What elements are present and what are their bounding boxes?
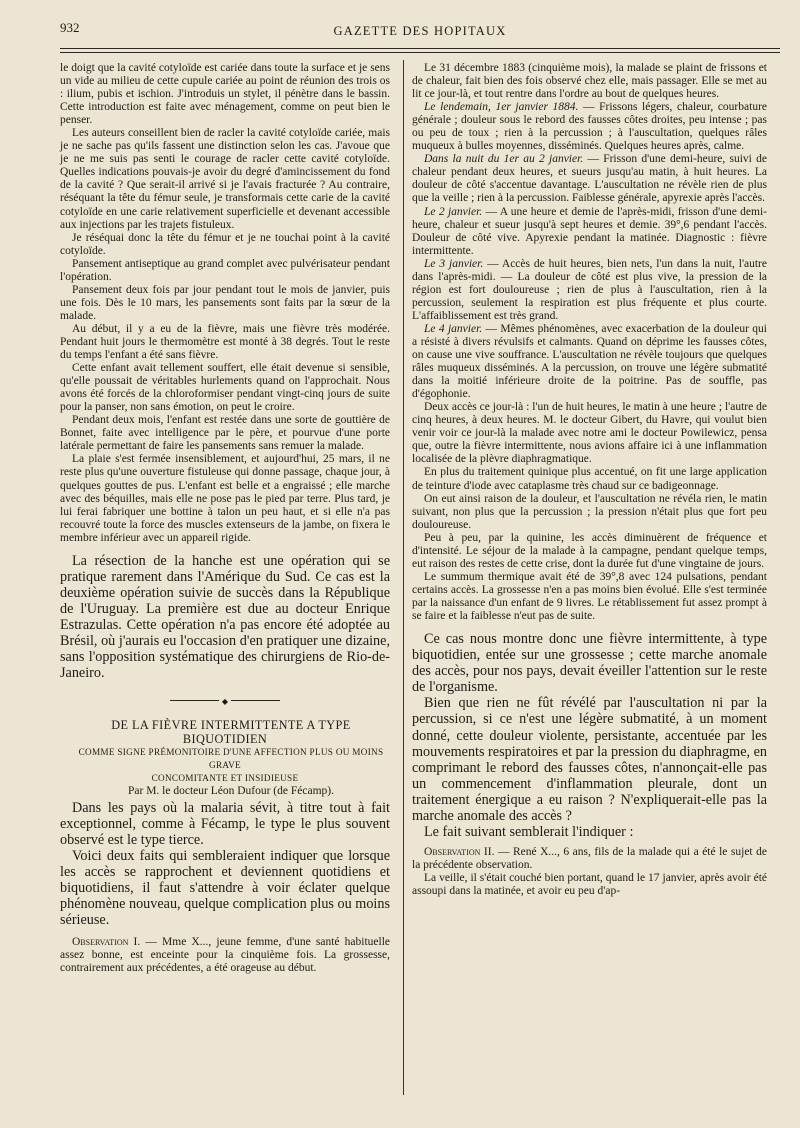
paragraph: le doigt que la cavité cotyloïde est cariée dans toute la surface et je sens un vide au milieu de cette cupule cariée au point de réunion des trois os : ilium, pubis et ischion. J'introduis un stylet, il pénètre dans le bassin. Cette introduction est faite avec ménagement, comme on peut bien le penser. (60, 62, 390, 127)
running-head: GAZETTE DES HOPITAUX (333, 24, 507, 38)
date-lead: Le 4 janvier. (424, 322, 483, 335)
conclusion-paragraph: La résection de la hanche est une opération qui se pratique rarement dans l'Amérique du Sud. Ce cas est la deuxième opération suivie de succès dans la République de l'Uruguay. La première est due au docteur Enrique Estrazulas. Cette opération n'a pas encore été adoptée au Brésil, où j'aurais eu l'occasion d'en pratiquer une dizaine, sans l'opposition systématique des chirurgiens de Rio-de-Janeiro. (60, 552, 390, 682)
paragraph: La veille, il s'était couché bien portant, quand le 17 janvier, après avoir été assoupi dans la matinée, et avoir eu peu d'ap- (412, 872, 767, 898)
header-rule-bottom (60, 52, 780, 53)
header-rule-top (60, 48, 780, 49)
paragraph: La plaie s'est fermée insensiblement, et aujourd'hui, 25 mars, il ne reste plus qu'une ouverture fistuleuse qui donne passage, chaque jour, à quelques gouttes de pus. L'enfant est belle et a engraissé ; elle marche avec des béquilles, mais elle ne pose pas le pied par terre. Plus tard, je lui ferai fabriquer une bottine à talon un peu haut, et si elle n'a pas recouvré toute la force des muscles extenseurs de la jambe, on fixera le membre inférieur avec un appareil rigide. (60, 453, 390, 544)
paragraph: Deux accès ce jour-là : l'un de huit heures, le matin à une heure ; l'autre de cinq heures, à deux heures. M. le docteur Gibert, du Havre, qui voulut bien venir voir ce jour-là la malade avec notre ami le docteur Powilewicz, pensa que, outre la fièvre intermittente, nous avions affaire ici à une inflammation localisée de la plèvre diaphragmatique. (412, 401, 767, 466)
paragraph: Dans la nuit du 1er au 2 janvier. — Frisson d'une demi-heure, suivi de chaleur pendant deux heures, et sueurs jusqu'au matin, à huit heures. La douleur de côté s'accentue davantage. L'auscultation ne révèle rien de plus que la veille ; rien à la percussion. Faiblesse générale, apyrexie après l'accès. (412, 153, 767, 205)
article-subtitle (60, 746, 390, 785)
paragraph: En plus du traitement quinique plus accentué, on fit une large application de teinture d'iode avec cataplasme très chaud sur ce badigeonnage. (412, 466, 767, 492)
section-ornament (60, 695, 390, 705)
observation-1 (60, 936, 390, 975)
discussion-paragraph: Le fait suivant semblerait l'indiquer : (424, 824, 634, 841)
paragraph: Le 4 janvier. — Mêmes phénomènes, avec exacerbation de la douleur qui a résisté à divers révulsifs et calmants. Quand on déprime les fausses côtes, on cause une vive souffrance. L'auscultation ne révèle toujours que quelques râles muqueux disséminés. A la percussion, on trouve une légère submatité dans la moitié inférieure droite de la poitrine. Pas de souffle, pas d'égophonie. (412, 322, 767, 401)
article-author: Par M. le docteur Léon Dufour (de Fécamp). (128, 784, 334, 797)
paragraph: Pansement antiseptique au grand complet avec pulvérisateur pendant l'opération. (60, 257, 390, 283)
article-title: DE LA FIÈVRE INTERMITTENTE A TYPE BIQUOTIDIEN (111, 718, 351, 746)
paragraph: Dans les pays où la malaria sévit, à titre tout à fait exceptionnel, comme à Fécamp, le type le plus souvent observé est le type tierce. (60, 799, 390, 848)
discussion-paragraph: Bien que rien ne fût révélé par l'auscultation ni par la percussion, si ce n'est une légère submatité, à un moment donné, cette douleur violente, persistante, accentuée par les mouvements respiratoires et par la pression du diaphragme, en comprimant le rebord des fausses côtes, n'annonçait-elle pas un commencement d'inflammation pleurale, dont un traitement énergique a eu raison ? N'expliquerait-elle pas la marche anomale des accès ? (412, 695, 767, 825)
paragraph: Voici deux faits qui sembleraient indiquer que lorsque les accès se rapprochent et deviennent quotidiens et biquotidiens, il faut s'attendre à voir éclater quelque phénomène nouveau, quelque complication plus ou moins sérieuse. (60, 847, 390, 929)
paragraph: On eut ainsi raison de la douleur, et l'auscultation ne révéla rien, le matin suivant, non plus que la percussion ; la pression n'était plus que fort peu douloureuse. (412, 492, 767, 531)
date-lead: Le lendemain, 1er janvier 1884. (424, 101, 579, 114)
page-number: 932 (60, 20, 80, 35)
paragraph: Pansement deux fois par jour pendant tout le mois de janvier, puis une fois. Dès le 10 mars, les pansements sont faits par la sœur de la malade. (60, 283, 390, 322)
paragraph: Le 3 janvier. — Accès de huit heures, bien nets, l'un dans la nuit, l'autre dans l'après-midi. — La douleur de côté est plus vive, la pression de la région est fort douloureuse ; rien de plus à l'auscultation, rien à la percussion, seulement la respiration est plus fréquente et plus courte. L'affaiblissement est très grand. (412, 257, 767, 322)
paragraph: Le 2 janvier. — A une heure et demie de l'après-midi, frisson d'une demi-heure, chaleur et sueur jusqu'à sept heures et demie. 39°,6 pendant l'accès. Douleur de côté vive. Apyrexie pendant la matinée. Diagnostic : fièvre intermittente. (412, 205, 767, 257)
paragraph: Cette enfant avait tellement souffert, elle était devenue si sensible, qu'elle poussait de véritables hurlements quand on l'approchait. Nous avons été forcés de la chloroformiser pendant vingt-cinq jours de suite pour la panser, non sans émotion, on peut le croire. (60, 362, 390, 414)
observation-label: Observation II. (424, 846, 495, 859)
paragraph: Le 31 décembre 1883 (cinquième mois), la malade se plaint de frissons et de chaleur, fait bien des fois observé chez elle, mais passager. Elle se met au lit ce jour-là, et tout rentre dans l'ordre au bout de quelques heures. (412, 62, 767, 101)
left-column (60, 62, 390, 976)
page-header (60, 18, 780, 44)
date-lead: Le 3 janvier. (424, 257, 484, 270)
paragraph: Au début, il y a eu de la fièvre, mais une fièvre très modérée. Pendant huit jours le thermomètre est monté à 38 degrés. Tout le reste du temps l'enfant a été sans fièvre. (60, 322, 390, 362)
paragraph: Je réséquai donc la tête du fémur et je ne touchai point à la cavité cotyloïde. (60, 231, 390, 257)
right-column (412, 62, 767, 898)
observation-2 (412, 846, 767, 872)
paragraph: Le lendemain, 1er janvier 1884. — Frissons légers, chaleur, courbature générale ; douleur sous le rebord des fausses côtes droites, peu intense ; pas ou peu de toux ; rien à la percussion ; à l'auscultation, quelques râles muqueux à bulles moyennes, disséminés. Quelques heures après, calme. (412, 101, 767, 153)
column-divider (403, 60, 404, 1095)
date-lead: Le 2 janvier. (424, 205, 483, 218)
discussion-paragraph: Ce cas nous montre donc une fièvre intermittente, à type biquotidien, entée sur une grossesse ; cette marche anomale des accès, pour nos pays, devait éveiller l'attention sur le reste de l'organisme. (412, 631, 767, 696)
observation-text: — Mme X..., jeune femme, d'une santé habituelle assez bonne, est enceinte pour la cinquième fois. La grossesse, contrairement aux précédentes, a été orageuse au début. (60, 936, 391, 975)
paragraph: Pendant deux mois, l'enfant est restée dans une sorte de gouttière de Bonnet, faite avec intelligence par le père, et pourvue d'une porte latérale permettant de faire les pansements sans remuer la malade. (60, 414, 390, 453)
ornament-diamond: ◆ (219, 697, 231, 706)
article-subtitle-line-2: CONCOMITANTE ET INSIDIEUSE (151, 772, 299, 783)
paragraph: Peu à peu, par la quinine, les accès diminuèrent de fréquence et d'intensité. Le séjour de la malade à la campagne, pendant quelque temps, eut raison des restes de cette crise, dont la durée fut d'une vingtaine de jours. (412, 531, 767, 570)
paragraph: Le summum thermique avait été de 39°,8 avec 124 pulsations, pendant certains accès. La grossesse n'en a pas moins bien évolué. Elle s'est terminée par la naissance d'un enfant de 9 livres. Le rétablissement fut assez prompt à se faire et la faiblesse n'eut pas de suite. (412, 570, 767, 622)
article-subtitle-line-1: COMME SIGNE PRÉMONITOIRE D'UNE AFFECTION PLUS OU MOINS GRAVE (78, 746, 384, 770)
observation-text: — René X..., 6 ans, fils de la malade qui a été le sujet de la précédente observation. (412, 846, 767, 872)
date-lead: Dans la nuit du 1er au 2 janvier. (424, 153, 584, 166)
observation-label: Observation I. (72, 936, 141, 949)
paragraph: Les auteurs conseillent bien de racler la cavité cotyloïde cariée, mais je ne sache pas qu'ils fassent une distinction selon les cas. J'avoue que je ne me suis pas senti le courage de racler cette cavité cotyloïde. Quelles indications pouvais-je avoir du degré d'amincissement du fond de la cavité ? Que serait-il arrivé si je l'avais fracturée ? Au contraire, réséquant la tête du fémur seule, je transformais cette carie de la cavité cotyloïde en une carie relativement superficielle et devenant accessible aux injections par les trajets fistuleux. (60, 127, 390, 231)
